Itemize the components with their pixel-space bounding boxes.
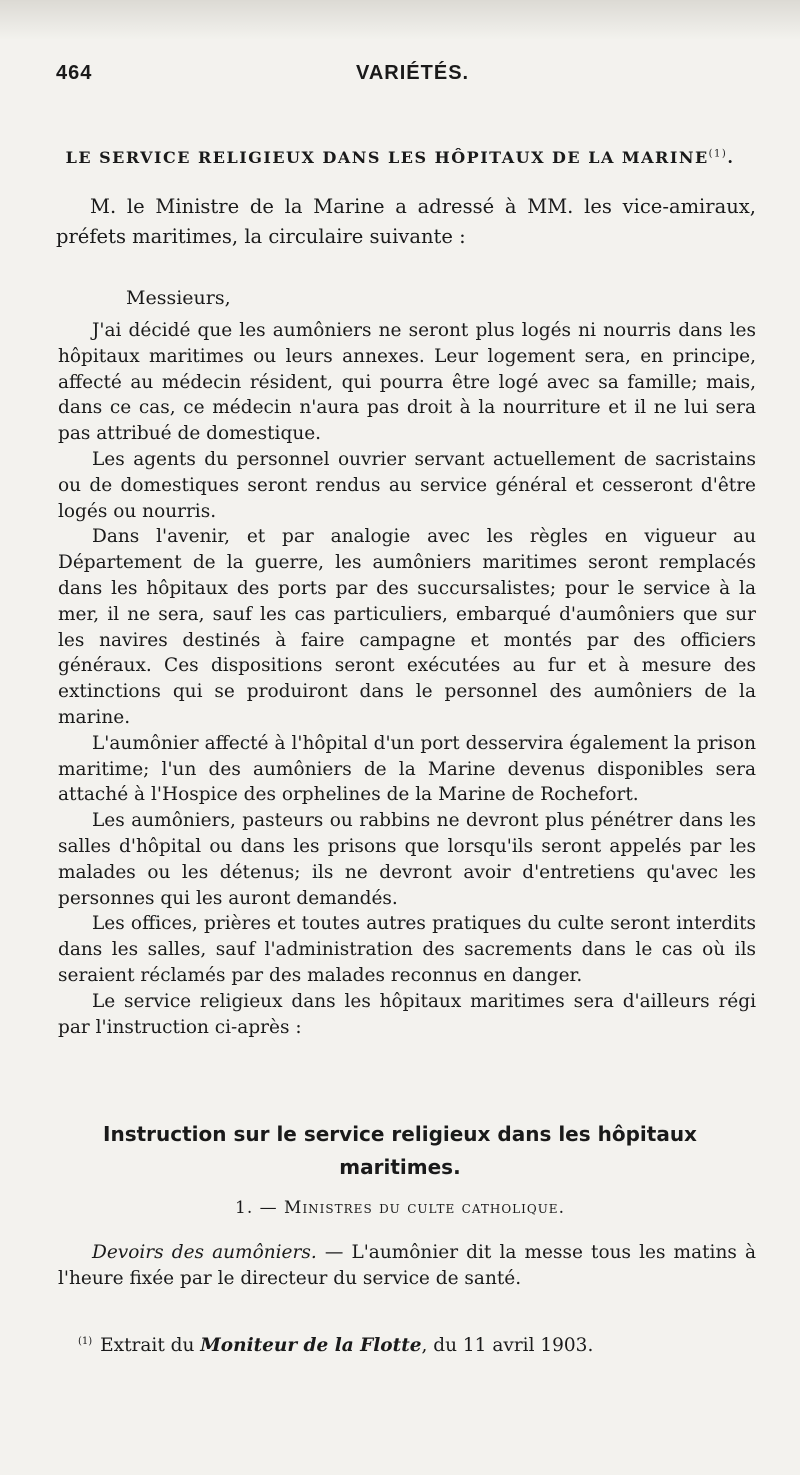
letter-paragraph-4: L'aumônier affecté à l'hôpital d'un port desservira également la prison maritime; l'un des aumôniers de la Marine devenus disponibles sera attaché à l'Hospice des orphelines de la Marine de Rochefort. [58, 732, 756, 806]
page-header [56, 62, 760, 92]
instruction-title: Instruction sur le service religieux dans les hôpitaux maritimes. [103, 1122, 697, 1179]
article-title-text: LE SERVICE RELIGIEUX DANS LES HÔPITAUX DE LA MARINE [65, 148, 709, 167]
intro-paragraph: M. le Ministre de la Marine a adressé à MM. les vice-amiraux, préfets maritimes, la circulaire suivante : [56, 195, 756, 248]
letter-paragraph-1: J'ai décidé que les aumôniers ne seront plus logés ni nourris dans les hôpitaux maritimes ou leurs annexes. Leur logement sera, en principe, affecté au médecin résident, qui pourra être logé avec sa famille; mais, dans ce cas, ce médecin n'aura pas droit à la nourriture et il ne lui sera pas attribué de domestique. [58, 320, 756, 445]
salutation: Messieurs, [126, 287, 231, 309]
circular-letter [58, 318, 756, 1040]
footnote-mark: (1) [708, 148, 728, 160]
scan-edge [0, 0, 800, 40]
article-title-end: . [727, 148, 735, 167]
devoirs-text: — L'aumônier dit la messe tous les matins à l'heure fixée par le directeur du service de santé. [58, 1242, 757, 1289]
letter-paragraph-3: Dans l'avenir, et par analogie avec les règles en vigueur au Département de la guerre, les aumôniers maritimes seront remplacés dans les hôpitaux des ports par des succursalistes; pour le service à la mer, il ne sera, sauf les cas particuliers, embarqué d'aumôniers que sur les navires destinés à faire campagne et montés par des officiers généraux. Ces dispositions seront exécutées au fur et à mesure des extinctions qui se produiront dans le personnel des aumôniers de la marine. [58, 526, 756, 728]
footnote-number: (1) [78, 1335, 93, 1347]
section-title: Ministres du culte catholique. [284, 1198, 565, 1218]
footnote-source: Moniteur de la Flotte [200, 1335, 422, 1356]
section-heading [0, 1198, 800, 1218]
section-number: 1. — [235, 1198, 278, 1218]
devoirs-block [58, 1240, 756, 1292]
running-title: VARIÉTÉS. [356, 62, 470, 84]
footnote [78, 1335, 756, 1356]
letter-paragraph-7: Le service religieux dans les hôpitaux maritimes sera d'ailleurs régi par l'instruction ci-après : [58, 990, 756, 1038]
letter-paragraph-2: Les agents du personnel ouvrier servant actuellement de sacristains ou de domestiques seront rendus au service général et cesseront d'être logés ou nourris. [58, 448, 756, 522]
intro-block [56, 192, 756, 252]
footnote-date: , du 11 avril 1903. [421, 1335, 594, 1356]
article-title [30, 148, 770, 167]
letter-paragraph-6: Les offices, prières et toutes autres pratiques du culte seront interdits dans les salles, sauf l'administration des sacrements dans le cas où ils seraient réclamés par des malades reconnus en danger. [58, 913, 756, 986]
letter-paragraph-5: Les aumôniers, pasteurs ou rabbins ne devront plus pénétrer dans les salles d'hôpital ou dans les prisons que lorsqu'ils seront appelés par les malades ou les détenus; ils ne devront avoir d'entretiens qu'avec les personnes qui les auront demandés. [58, 810, 756, 909]
devoirs-label: Devoirs des aumôniers. [92, 1242, 317, 1263]
footnote-intro: Extrait du [100, 1335, 195, 1356]
page-number: 464 [56, 62, 93, 84]
devoirs-paragraph [58, 1240, 756, 1292]
